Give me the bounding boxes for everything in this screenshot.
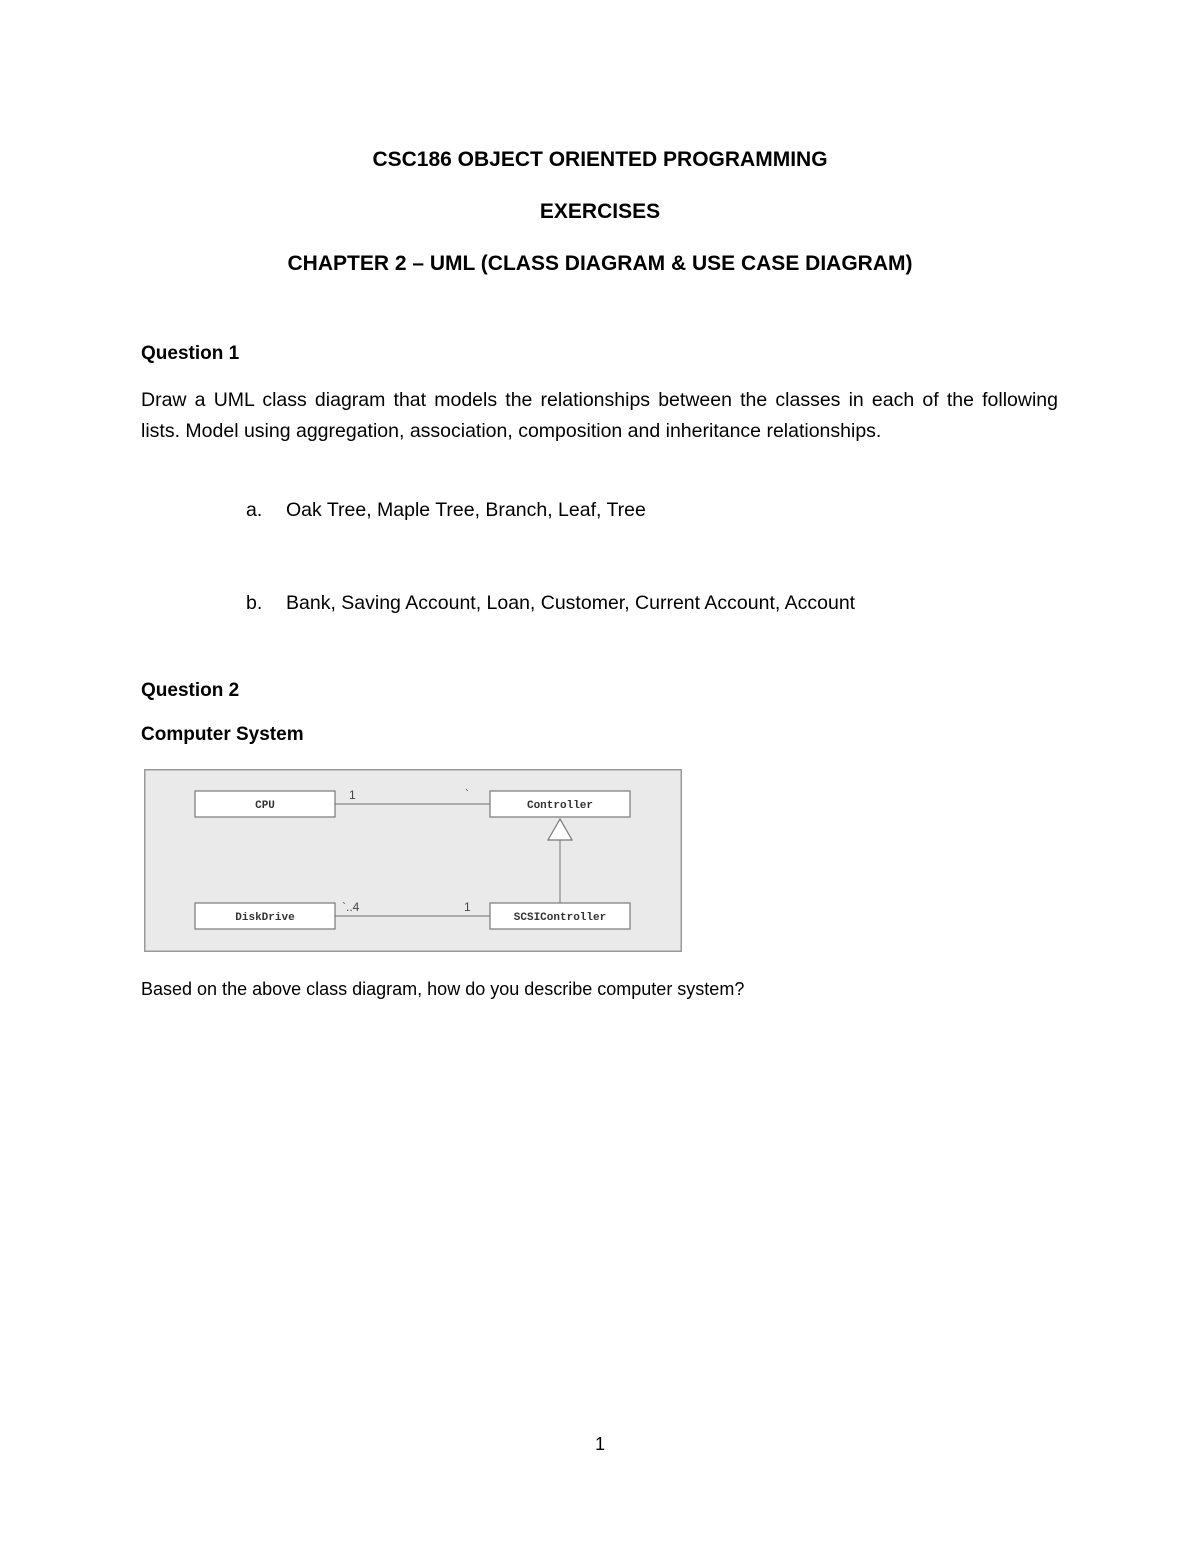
class-controller-label: Controller [526, 800, 594, 812]
exercises-title: EXERCISES [539, 200, 661, 223]
multiplicity-cpu: 1 [349, 788, 356, 802]
multiplicity-scsi: 1 [464, 900, 471, 914]
class-diskdrive-label: DiskDrive [235, 912, 295, 924]
class-diskdrive [195, 903, 335, 929]
computer-system-heading: Computer System [141, 724, 304, 745]
list-marker-b: b. [246, 592, 263, 614]
multiplicity-diskdrive: `..4 [342, 900, 360, 914]
question-2-heading: Question 2 [141, 680, 240, 701]
class-controller [490, 791, 630, 817]
class-cpu [195, 791, 335, 817]
class-diagram [144, 769, 682, 952]
question-1-heading: Question 1 [141, 343, 240, 364]
list-text-a: Oak Tree, Maple Tree, Branch, Leaf, Tree [286, 499, 646, 521]
page-number: 1 [594, 1434, 605, 1454]
class-scsicontroller [490, 903, 630, 929]
question-1-body: Draw a UML class diagram that models the relationships between the classes in each of the following lists. Model using aggregation, association, composition and inheritance relationships. [141, 389, 1058, 442]
chapter-title: CHAPTER 2 – UML (CLASS DIAGRAM & USE CASE DIAGRAM) [287, 252, 913, 275]
course-title: CSC186 OBJECT ORIENTED PROGRAMMING [372, 148, 828, 171]
question-2-caption: Based on the above class diagram, how do you describe computer system? [141, 979, 745, 999]
class-diagram-svg [144, 769, 682, 952]
class-cpu-label: CPU [255, 800, 275, 812]
class-scsicontroller-label: SCSIController [513, 912, 607, 924]
multiplicity-controller: ` [465, 787, 469, 801]
list-marker-a: a. [246, 499, 263, 521]
list-text-b: Bank, Saving Account, Loan, Customer, Current Account, Account [286, 592, 856, 614]
